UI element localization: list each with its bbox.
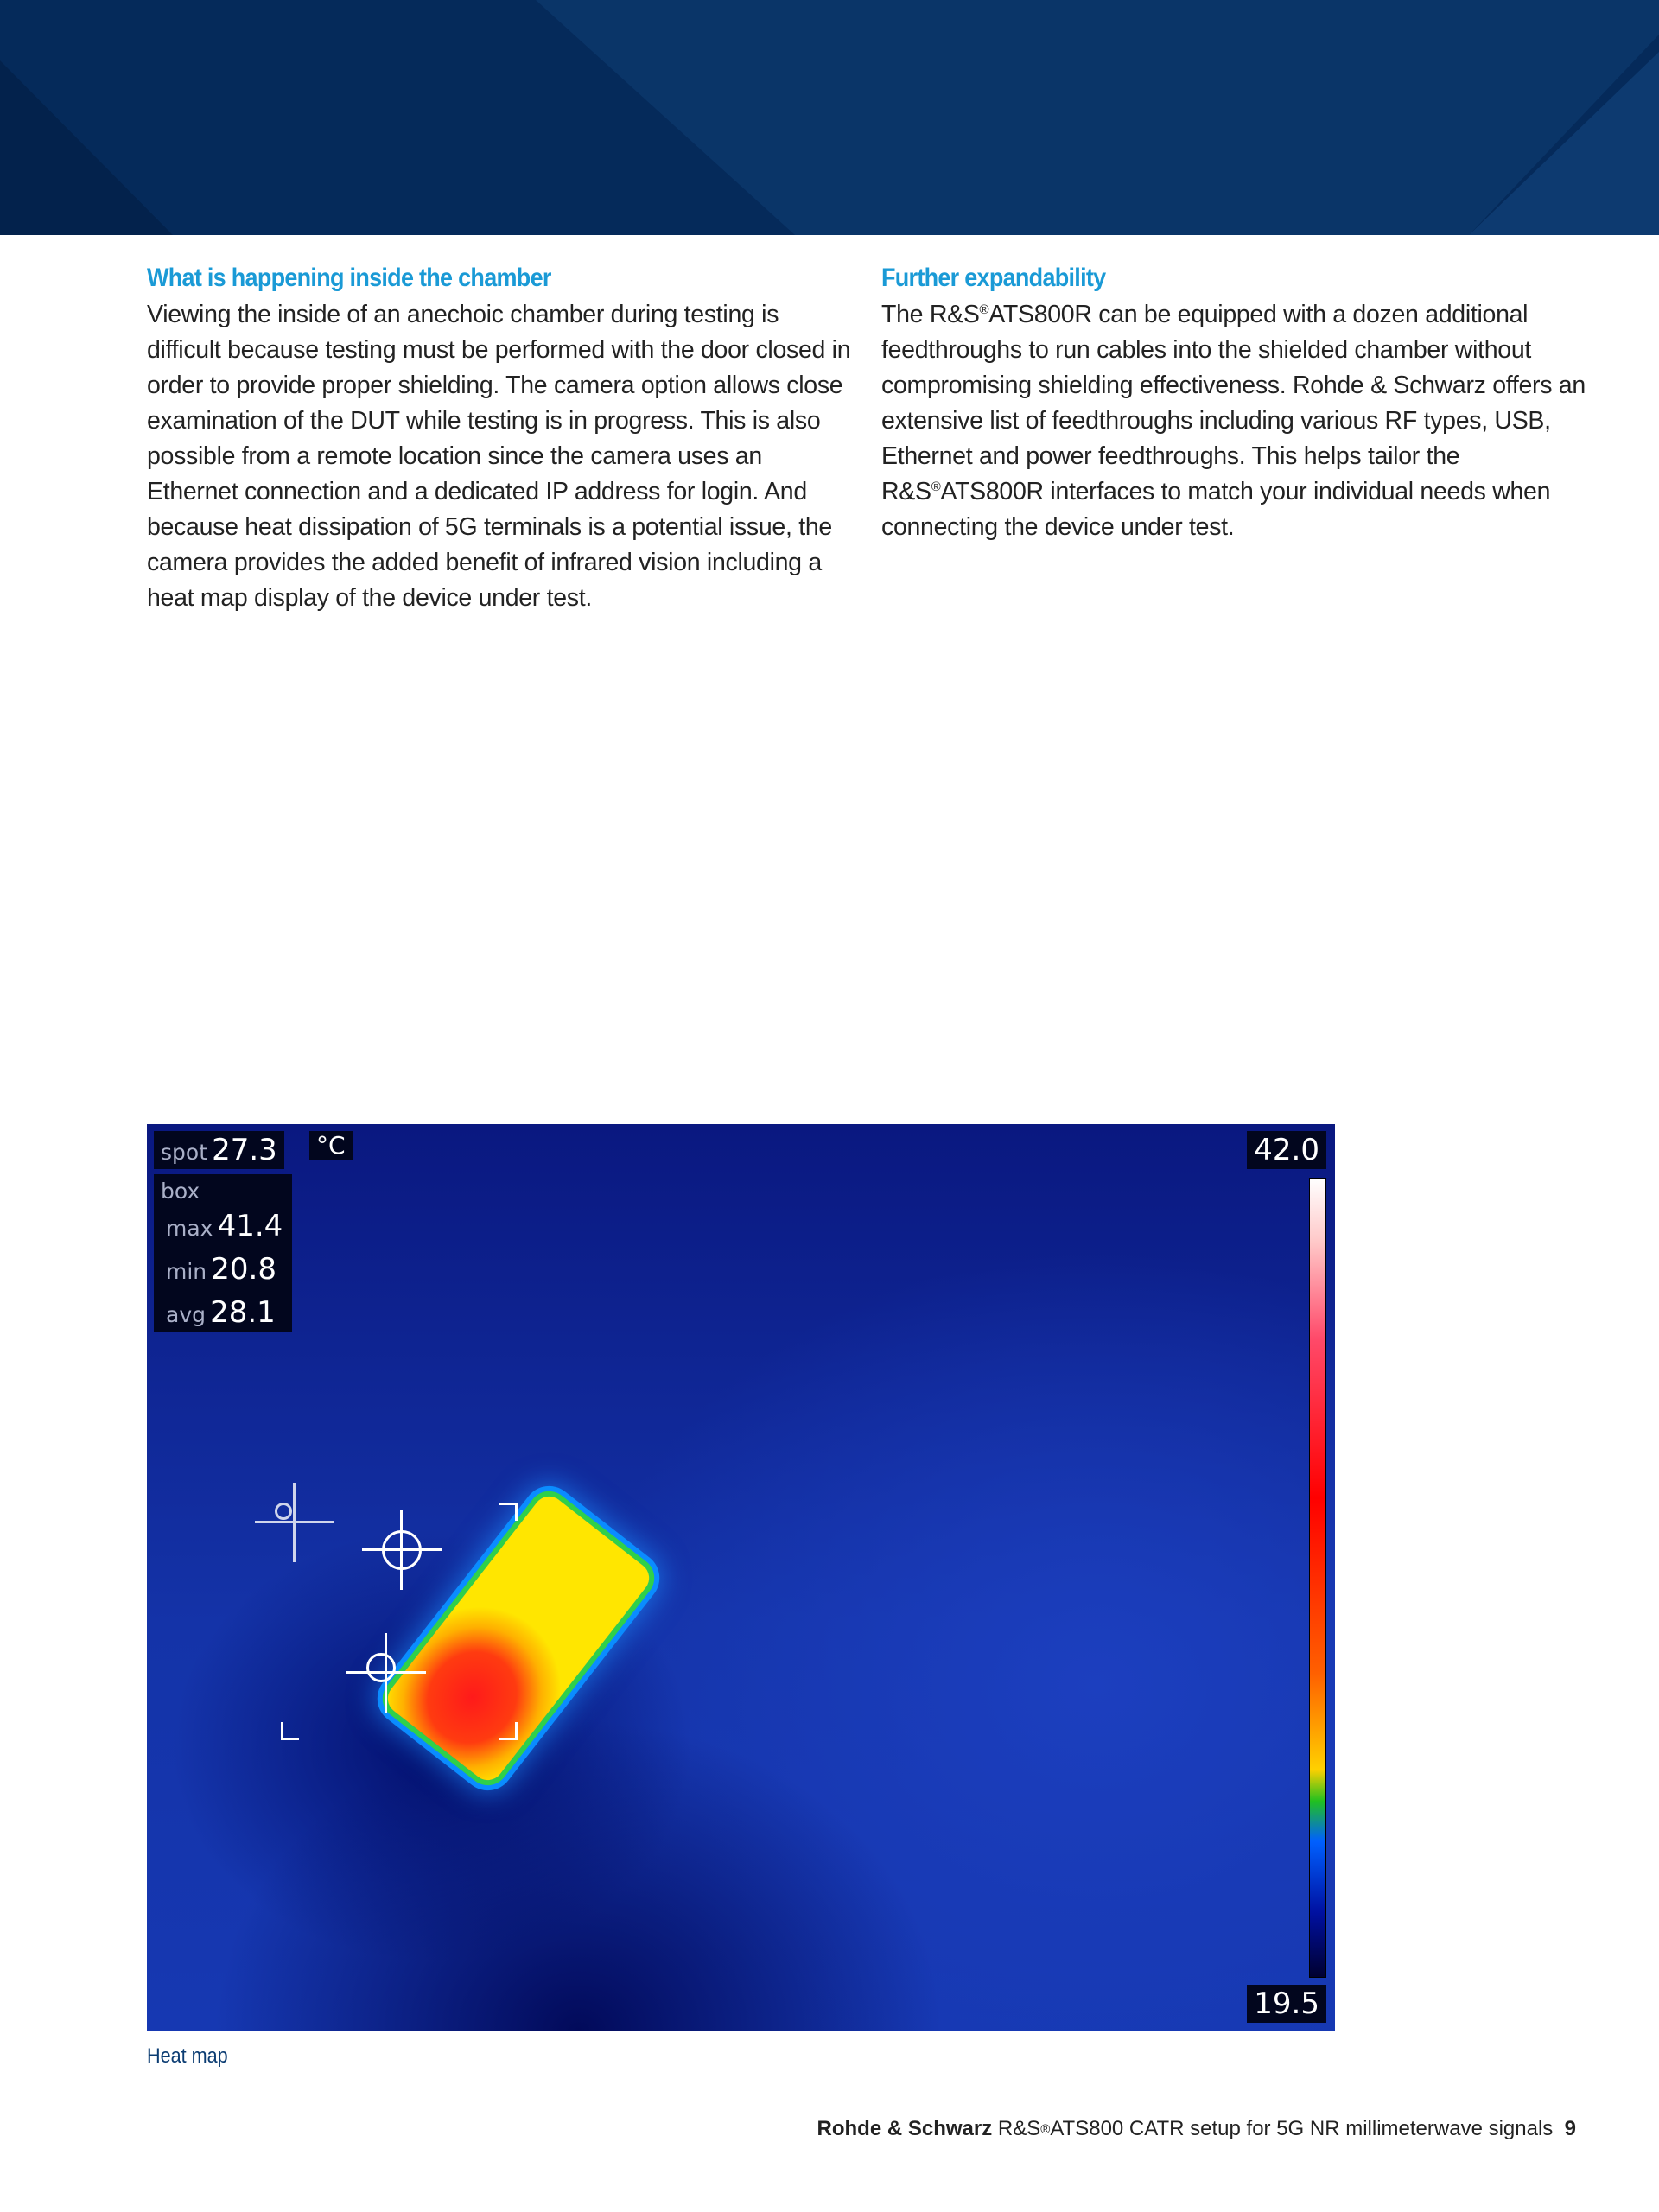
crosshair-icon <box>366 1653 396 1682</box>
hot-device <box>382 1491 656 1787</box>
scale-min: 19.5 <box>1247 1985 1326 2023</box>
avg-value: 28.1 <box>210 1295 276 1330</box>
spot-readout <box>154 1131 284 1169</box>
page-footer <box>817 2117 1576 2143</box>
section-heading: What is happening inside the chamber <box>147 264 551 292</box>
footer-title: ATS800 CATR setup for 5G NR millimeterwave signals <box>1050 2117 1554 2140</box>
text: The R&S <box>881 301 980 328</box>
figure-caption: Heat map <box>147 2044 228 2068</box>
spot-label: spot <box>161 1140 207 1165</box>
text: ATS800R interfaces to match your individual needs when connecting the device under test. <box>881 478 1551 541</box>
section-heading: Further expandability <box>881 264 1106 292</box>
color-scale-bar <box>1309 1178 1326 1978</box>
right-column <box>881 259 1590 545</box>
box-label: box <box>161 1179 200 1204</box>
unit-label: °C <box>309 1131 353 1160</box>
section-body: Viewing the inside of an anechoic chamber during testing is difficult because testing must be performed with the door closed in order to provide proper shielding. The camera option allows close examination of the DUT while testing is in progress. This is also possible from a remote location since the camera uses an Ethernet connection and a dedicated IP address for login. And because heat dissipation of 5G terminals is a potential issue, the camera provides the added benefit of infrared vision including a heat map display of the device under test. <box>147 301 851 612</box>
min-label: min <box>166 1259 207 1284</box>
avg-label: avg <box>166 1302 206 1327</box>
left-column <box>147 259 855 616</box>
crosshair-icon <box>275 1503 292 1520</box>
registered-mark: ® <box>931 480 941 494</box>
max-label: max <box>166 1216 213 1241</box>
box-corner <box>281 1722 299 1740</box>
box-corner <box>499 1503 518 1521</box>
footer-title: R&S <box>997 2117 1041 2140</box>
section-body <box>881 297 1590 545</box>
registered-mark: ® <box>1040 2122 1051 2137</box>
crosshair-icon <box>382 1530 422 1570</box>
footer-brand: Rohde & Schwarz <box>817 2117 993 2140</box>
max-value: 41.4 <box>217 1209 283 1243</box>
box-corner <box>499 1722 518 1740</box>
spot-value: 27.3 <box>212 1133 277 1167</box>
page-number: 9 <box>1564 2117 1576 2140</box>
header-banner <box>0 0 1659 235</box>
banner-shape <box>0 0 1659 235</box>
min-value: 20.8 <box>211 1252 276 1287</box>
box-readout <box>154 1174 292 1332</box>
scale-max: 42.0 <box>1247 1131 1326 1169</box>
text: ATS800R can be equipped with a dozen additional feedthroughs to run cables into the shielded chamber without compromising shielding effectiveness. Rohde & Schwarz offers an extensive list of feedthroughs including various RF types, USB, Ethernet and power feedthroughs. This helps tailor the R&S <box>881 301 1586 505</box>
registered-mark: ® <box>979 302 989 317</box>
heat-map-image <box>147 1124 1335 2031</box>
